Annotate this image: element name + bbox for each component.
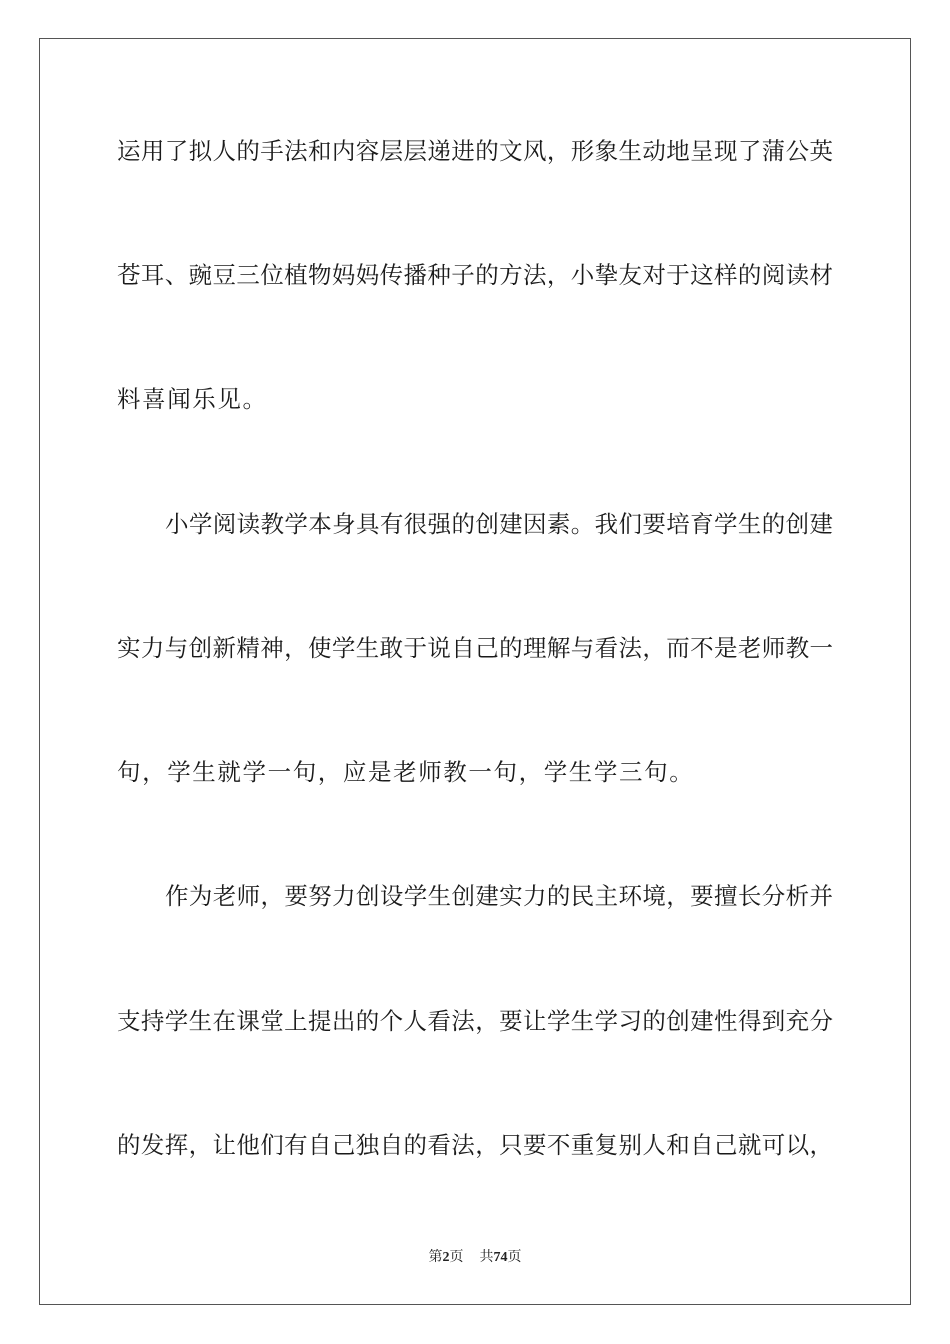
text-line: 实力与创新精神，使学生敢于说自己的理解与看法，而不是老师教一 [117,634,833,662]
text-line: 支持学生在课堂上提出的个人看法，要让学生学习的创建性得到充分 [117,1007,833,1035]
paragraph-first-line: 小学阅读教学本身具有很强的创建因素。我们要培育学生的创建 [165,510,833,538]
total-pages: 74 [493,1250,508,1265]
text-line: 的发挥，让他们有自己独自的看法，只要不重复别人和自己就可以， [117,1131,833,1159]
text-line: 句，学生就学一句，应是老师教一句，学生学三句。 [117,758,695,786]
text-line: 运用了拟人的手法和内容层层递进的文风，形象生动地呈现了蒲公英 [117,137,833,165]
paragraph-first-line: 作为老师，要努力创设学生创建实力的民主环境，要擅长分析并 [165,882,833,910]
text-line: 料喜闻乐见。 [117,385,268,413]
page-suffix: 页 [449,1250,464,1265]
page-number: 2 [442,1250,450,1265]
page-border [39,38,911,1305]
page-prefix: 第 [428,1250,443,1265]
page-footer [0,1246,950,1266]
text-line: 苍耳、豌豆三位植物妈妈传播种子的方法，小挚友对于这样的阅读材 [117,261,833,289]
total-prefix: 共 [479,1250,494,1265]
total-suffix: 页 [507,1250,522,1265]
